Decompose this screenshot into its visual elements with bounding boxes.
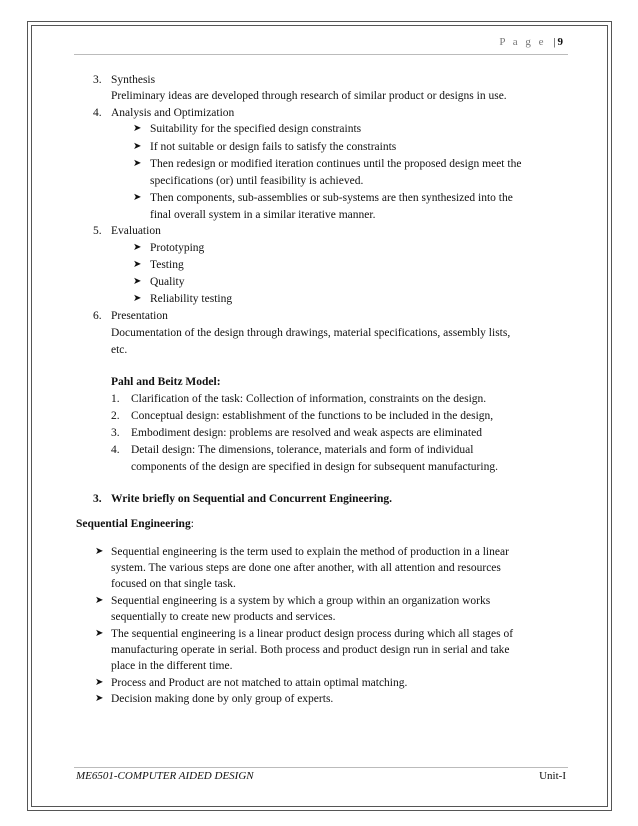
item-title: Presentation <box>111 310 168 322</box>
pahl-item-text: Embodiment design: problems are resolved and weak aspects are eliminated <box>131 427 482 439</box>
seq-line: Process and Product are not matched to attain optimal matching. <box>111 677 408 689</box>
seq-line: system. The various steps are done one after another, with all attention and resources <box>111 562 501 574</box>
list-number: 6. <box>93 310 102 322</box>
bullet-text: Quality <box>150 276 185 288</box>
bullet-text: Suitability for the specified design constraints <box>150 123 362 135</box>
sequential-heading <box>76 517 194 531</box>
seq-line: sequentially to create new products and services. <box>111 611 336 623</box>
list-number: 3. <box>111 427 120 439</box>
bullet-text: Then redesign or modified iteration continues until the proposed design meet the <box>150 158 522 170</box>
list-number: 4. <box>93 107 102 119</box>
item-text-cont: etc. <box>111 344 128 356</box>
arrow-bullet-icon: ➤ <box>133 293 142 304</box>
pahl-item-text: Conceptual design: establishment of the functions to be included in the design, <box>131 410 494 422</box>
question-text: Write briefly on Sequential and Concurrent Engineering. <box>111 493 393 505</box>
seq-line: manufacturing operate in serial. Both process and product design run in serial and take <box>111 644 510 656</box>
pahl-item-text-cont: components of the design are specified in design for subsequent manufacturing. <box>131 461 498 473</box>
heading-colon: : <box>190 518 194 530</box>
item-title: Analysis and Optimization <box>111 107 235 119</box>
item-title: Synthesis <box>111 74 156 86</box>
seq-line: The sequential engineering is a linear product design process during which all stages of <box>111 628 514 640</box>
page-number: 9 <box>557 36 563 48</box>
page-header <box>499 36 563 48</box>
item-text: Documentation of the design through drawings, material specifications, assembly lists, <box>111 327 511 339</box>
arrow-bullet-icon: ➤ <box>133 158 142 169</box>
page-separator: | <box>553 36 556 48</box>
item-text: Preliminary ideas are developed through research of similar product or designs in use. <box>111 90 507 102</box>
arrow-bullet-icon: ➤ <box>95 628 104 639</box>
arrow-bullet-icon: ➤ <box>133 192 142 203</box>
list-number: 5. <box>93 225 102 237</box>
arrow-bullet-icon: ➤ <box>133 242 142 253</box>
list-number: 1. <box>111 393 120 405</box>
footer-course: ME6501-COMPUTER AIDED DESIGN <box>76 770 254 782</box>
arrow-bullet-icon: ➤ <box>133 123 142 134</box>
arrow-bullet-icon: ➤ <box>95 677 104 688</box>
list-number: 2. <box>111 410 120 422</box>
arrow-bullet-icon: ➤ <box>95 595 104 606</box>
bullet-text: If not suitable or design fails to satisfy the constraints <box>150 141 397 153</box>
pahl-title: Pahl and Beitz Model: <box>111 376 221 388</box>
bullet-text: Prototyping <box>150 242 205 254</box>
pahl-item-text: Detail design: The dimensions, tolerance, materials and form of individual <box>131 444 474 456</box>
arrow-bullet-icon: ➤ <box>133 276 142 287</box>
seq-line: place in the different time. <box>111 660 233 672</box>
arrow-bullet-icon: ➤ <box>95 546 104 557</box>
pahl-item-text: Clarification of the task: Collection of information, constraints on the design. <box>131 393 487 405</box>
footer-rule <box>74 767 568 768</box>
page-word: P a g e <box>499 36 547 48</box>
seq-line: Sequential engineering is a system by which a group within an organization works <box>111 595 491 607</box>
list-number: 3. <box>93 74 102 86</box>
seq-line: focused on that single task. <box>111 578 236 590</box>
question-number: 3. <box>93 493 102 505</box>
arrow-bullet-icon: ➤ <box>95 693 104 704</box>
list-number: 4. <box>111 444 120 456</box>
bullet-text: Then components, sub-assemblies or sub-systems are then synthesized into the <box>150 192 513 204</box>
bullet-text-cont: final overall system in a similar iterative manner. <box>150 209 376 221</box>
sequential-heading-text: Sequential Engineering <box>76 518 191 530</box>
arrow-bullet-icon: ➤ <box>133 259 142 270</box>
seq-line: Sequential engineering is the term used to explain the method of production in a linear <box>111 546 509 558</box>
bullet-text-cont: specifications (or) until feasibility is achieved. <box>150 175 364 187</box>
bullet-text: Testing <box>150 259 184 271</box>
seq-line: Decision making done by only group of experts. <box>111 693 334 705</box>
header-rule <box>74 54 568 55</box>
item-title: Evaluation <box>111 225 161 237</box>
bullet-text: Reliability testing <box>150 293 233 305</box>
footer-unit: Unit-I <box>539 770 566 782</box>
arrow-bullet-icon: ➤ <box>133 141 142 152</box>
